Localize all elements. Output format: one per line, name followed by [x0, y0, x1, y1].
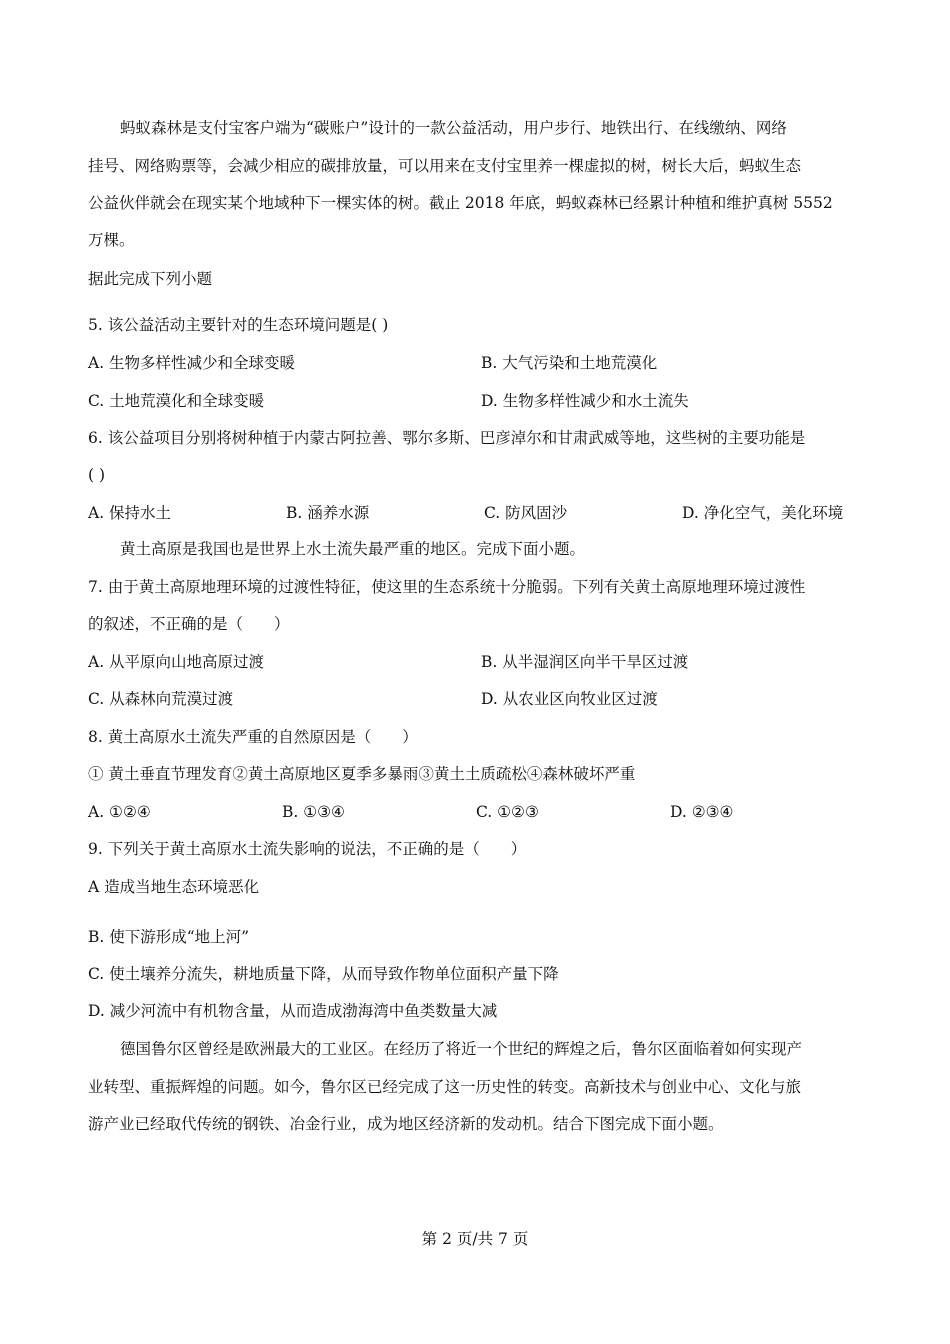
- q5-option-c[interactable]: C. 土地荒漠化和全球变暖: [88, 392, 265, 410]
- q7-option-a[interactable]: A. 从平原向山地高原过渡: [88, 653, 265, 671]
- q9-option-b[interactable]: B. 使下游形成“地上河”: [88, 928, 250, 946]
- q5-stem: 5. 该公益活动主要针对的生态环境问题是( ): [88, 316, 389, 334]
- q5-option-a[interactable]: A. 生物多样性减少和全球变暖: [88, 354, 296, 372]
- q8-option-c[interactable]: C. ①②③: [476, 803, 539, 821]
- ruhr-line-3: 游产业已经取代传统的钢铁、冶金行业，成为地区经济新的发动机。结合下图完成下面小题。: [88, 1115, 724, 1133]
- ruhr-line-2: 业转型、重振辉煌的问题。如今，鲁尔区已经完成了这一历史性的转变。高新技术与创业中心、文化与旅: [88, 1078, 802, 1096]
- q7-stem-line-2: 的叙述，不正确的是（ ）: [88, 615, 290, 633]
- q8-items: ① 黄土垂直节理发育②黄土高原地区夏季多暴雨③黄土土质疏松④森林破坏严重: [88, 765, 636, 783]
- q9-stem: 9. 下列关于黄土高原水土流失影响的说法，不正确的是（ ）: [88, 840, 527, 858]
- q7-option-c[interactable]: C. 从森林向荒漠过渡: [88, 690, 234, 708]
- q8-stem: 8. 黄土高原水土流失严重的自然原因是（ ）: [88, 728, 418, 746]
- q7-stem-line-1: 7. 由于黄土高原地理环境的过渡性特征，使这里的生态系统十分脆弱。下列有关黄土高原地理环境过渡性: [88, 578, 806, 596]
- q6-option-c[interactable]: C. 防风固沙: [484, 504, 568, 522]
- q5-option-d[interactable]: D. 生物多样性减少和水土流失: [481, 392, 689, 410]
- q5-option-b[interactable]: B. 大气污染和土地荒漠化: [481, 354, 658, 372]
- q8-option-b[interactable]: B. ①③④: [282, 803, 345, 821]
- q9-option-d[interactable]: D. 减少河流中有机物含量，从而造成渤海湾中鱼类数量大减: [88, 1002, 498, 1020]
- page-footer: 第 2 页/共 7 页: [421, 1230, 529, 1248]
- q8-option-a[interactable]: A. ①②④: [88, 803, 151, 821]
- intro-line-1: 蚂蚁森林是支付宝客户端为“碳账户”设计的一款公益活动，用户步行、地铁出行、在线缴纳、网络: [120, 119, 787, 137]
- intro-line-3: 公益伙伴就会在现实某个地域种下一棵实体的树。截止 2018 年底，蚂蚁森林已经累计种植和维护真树 5552: [88, 194, 833, 212]
- intro-line-4: 万棵。: [88, 231, 135, 249]
- q9-option-a[interactable]: A 造成当地生态环境恶化: [88, 878, 260, 896]
- ruhr-line-1: 德国鲁尔区曾经是欧洲最大的工业区。在经历了将近一个世纪的辉煌之后，鲁尔区面临着如何实现产: [120, 1040, 803, 1058]
- q7-option-d[interactable]: D. 从农业区向牧业区过渡: [481, 690, 658, 708]
- q9-option-c[interactable]: C. 使土壤养分流失，耕地质量下降，从而导致作物单位面积产量下降: [88, 965, 559, 983]
- q8-option-d[interactable]: D. ②③④: [670, 803, 734, 821]
- intro-line-2: 挂号、网络购票等，会减少相应的碳排放量，可以用来在支付宝里养一棵虚拟的树，树长大后，蚂蚁生态: [88, 157, 802, 175]
- q6-option-d[interactable]: D. 净化空气，美化环境: [682, 504, 844, 522]
- q6-option-a[interactable]: A. 保持水土: [88, 504, 172, 522]
- q6-option-b[interactable]: B. 涵养水源: [286, 504, 370, 522]
- q6-stem-line-2: ( ): [88, 466, 106, 484]
- q7-option-b[interactable]: B. 从半湿润区向半干旱区过渡: [481, 653, 689, 671]
- loess-intro: 黄土高原是我国也是世界上水土流失最严重的地区。完成下面小题。: [120, 540, 586, 558]
- q6-stem-line-1: 6. 该公益项目分别将树种植于内蒙古阿拉善、鄂尔多斯、巴彦淖尔和甘肃武威等地，这些树的主要功能是: [88, 429, 806, 447]
- instruction: 据此完成下列小题: [88, 270, 213, 288]
